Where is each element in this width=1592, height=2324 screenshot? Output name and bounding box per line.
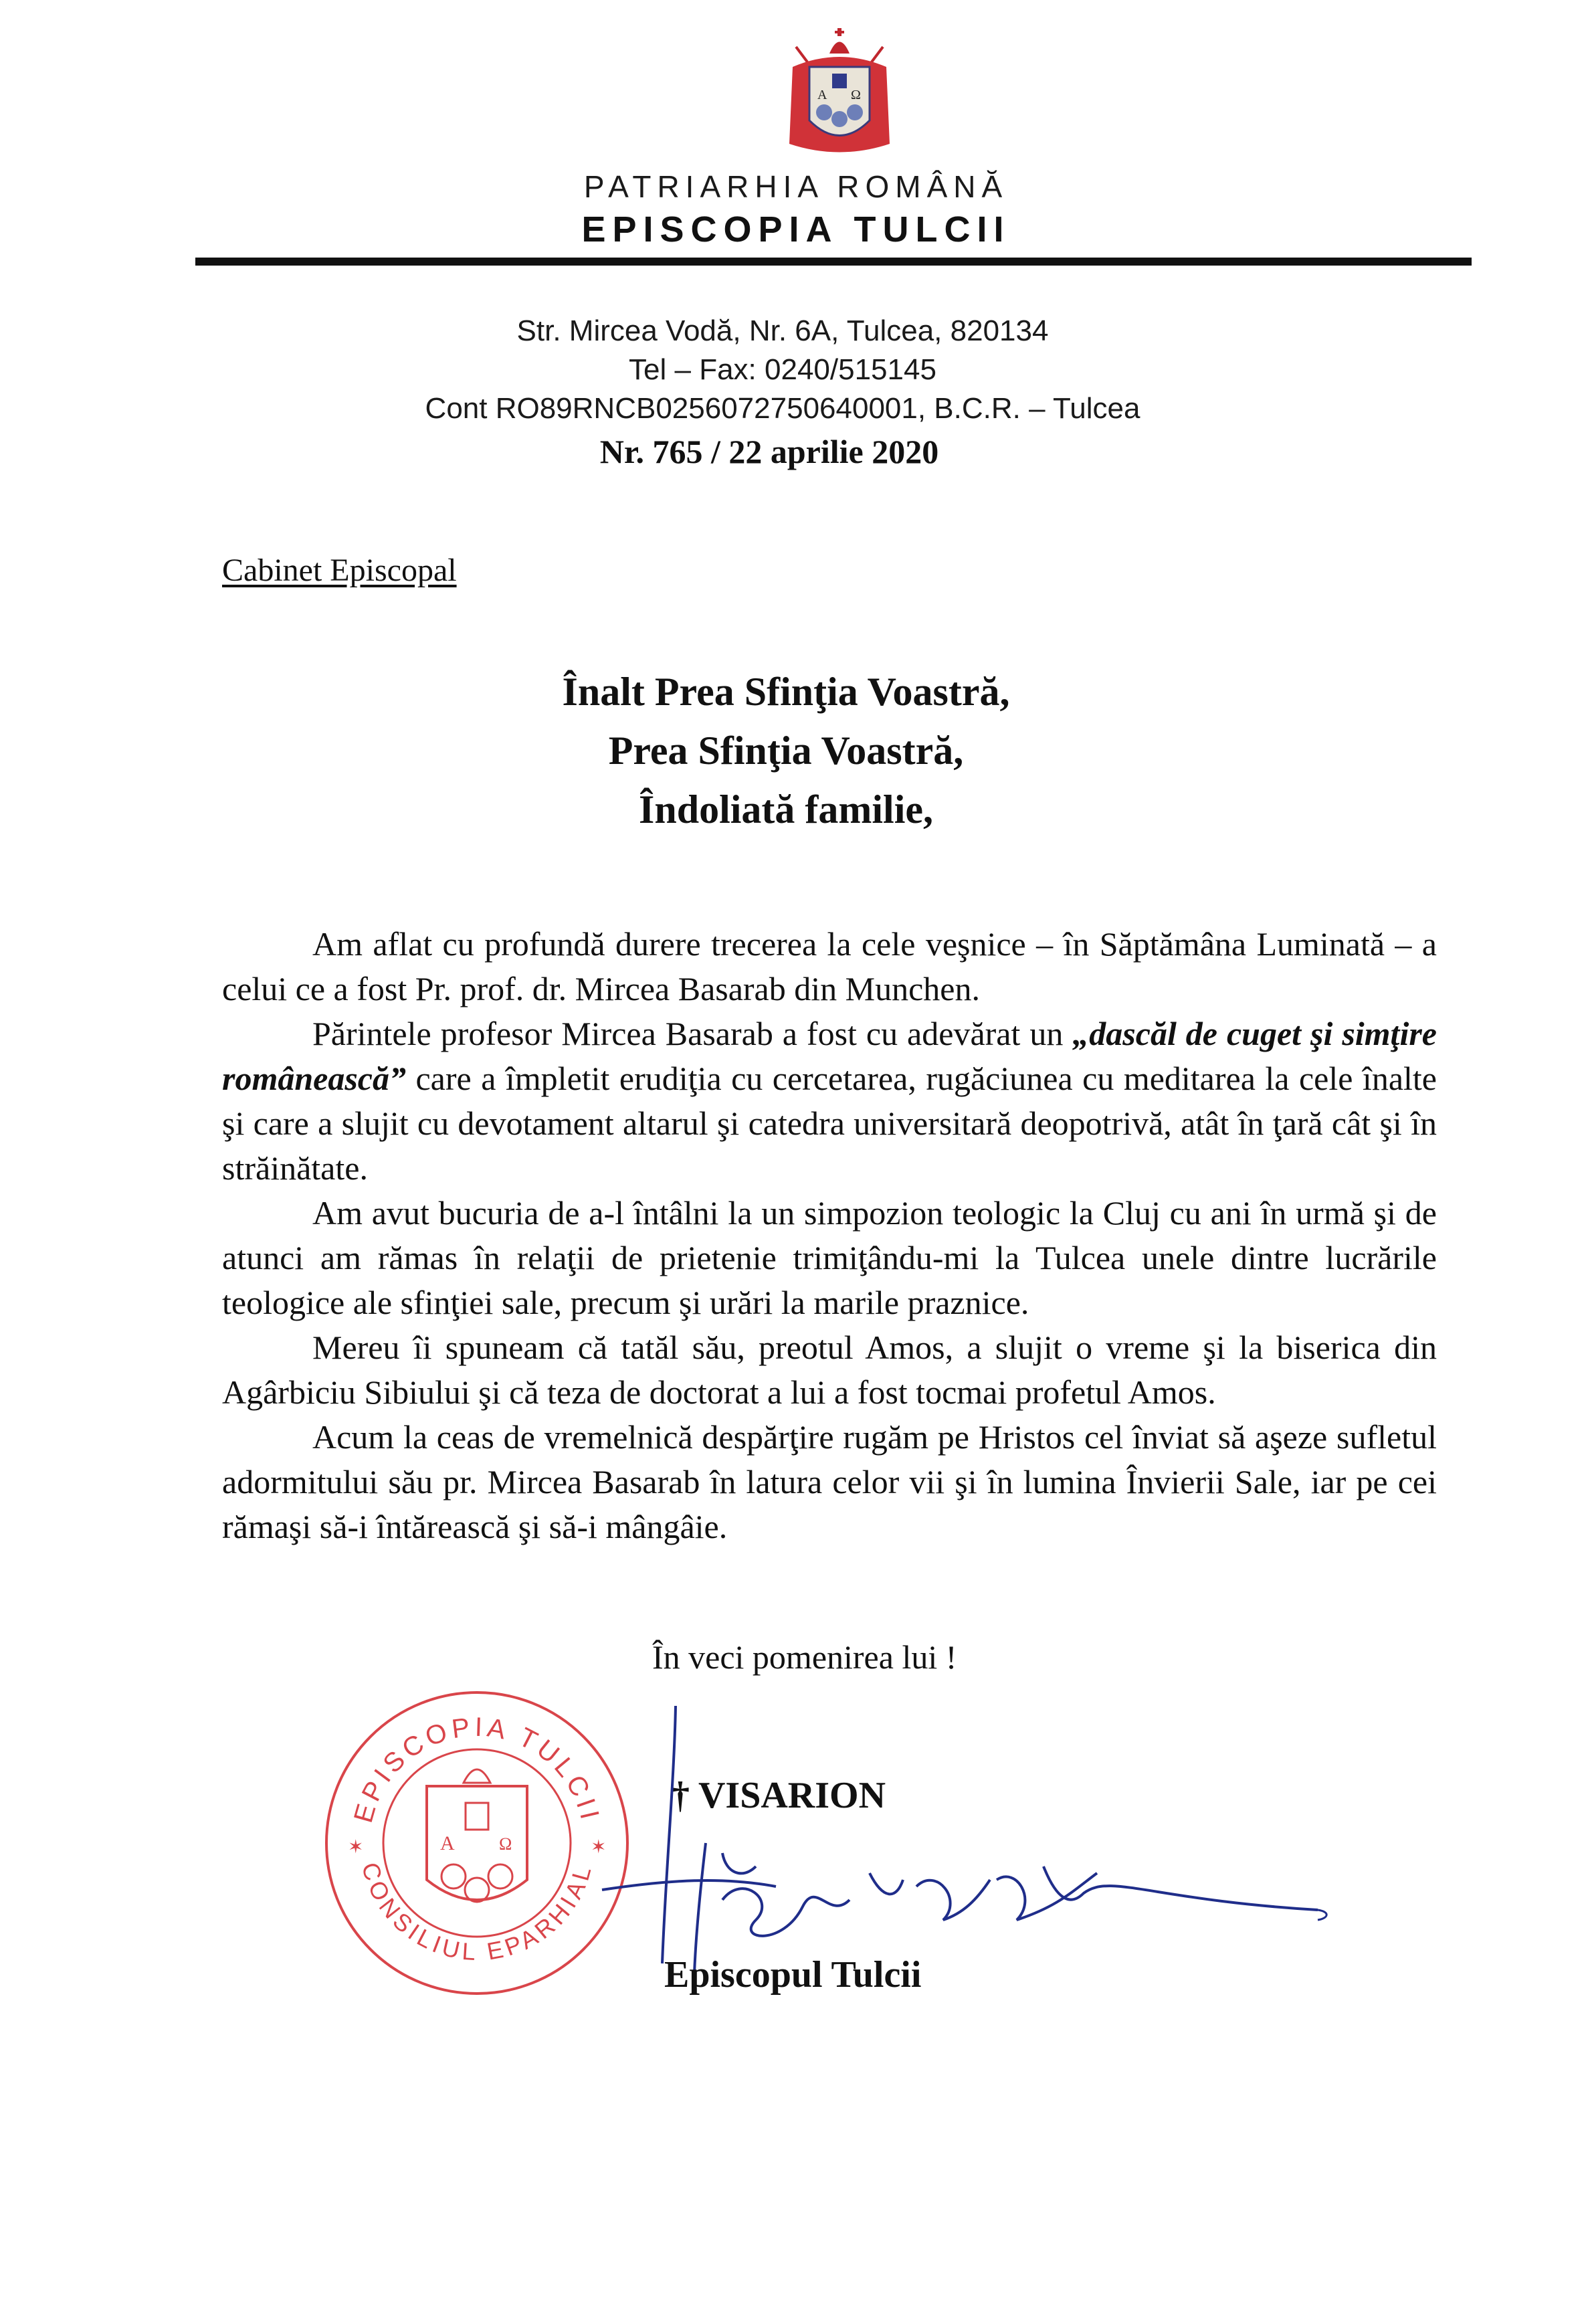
paragraph-2-end: care a împletit erudiţia cu cercetarea, rugăciunea cu meditarea la cele înalte şi care a slujit cu devotament altarul şi catedra universitară deopotrivă, atât în ţară cât şi în străinătate. <box>222 1060 1437 1187</box>
salutation-line-3: Îndoliată familie, <box>638 787 933 832</box>
registration-number: Nr. 765 / 22 aprilie 2020 <box>599 433 939 470</box>
stamp-alpha: A <box>440 1832 455 1854</box>
svg-text:✶: ✶ <box>348 1837 364 1858</box>
paragraph-1: Am aflat cu profundă durere trecerea la cele veşnice – în Săptămâna Luminată – a celui ce a fost Pr. prof. dr. Mircea Basarab din Munchen. <box>222 925 1437 1007</box>
salutation-line-2: Prea Sfinţia Voastră, <box>608 729 964 773</box>
paragraph-3: Am avut bucuria de a-l întâlni la un simpozion teologic la Cluj cu ani în urmă şi de atunci am rămas în relaţii de prietenie trimiţându-mi la Tulcea unele dintre lucrările teologice ale sfinţiei sale, precum şi urări la marile praznice. <box>222 1194 1437 1321</box>
handwritten-signature <box>589 1699 1351 1980</box>
svg-text:CONSILIUL EPARHIAL <box>357 1859 597 1965</box>
paragraph-2 <box>222 1011 1437 1191</box>
official-stamp <box>320 1686 634 2000</box>
stamp-omega: Ω <box>499 1834 512 1854</box>
emphasized-quote: „dascăl de cuget şi simţire românească” <box>222 1015 1437 1097</box>
paragraph-4: Mereu îi spuneam că tatăl său, preotul Amos, a slujit o vreme şi la biserica din Agârbiciu Sibiului şi că teza de doctorat a lui a fost tocmai profetul Amos. <box>222 1329 1437 1411</box>
signer-name: † VISARION <box>671 1775 886 1816</box>
closing-line: În veci pomenirea lui ! <box>652 1638 957 1676</box>
svg-text:Ω: Ω <box>851 88 861 102</box>
diocese-name: EPISCOPIA TULCII <box>581 209 1011 250</box>
bank-account-line: Cont RO89RNCB0256072750640001, B.C.R. – Tulcea <box>425 392 1140 425</box>
address-line: Str. Mircea Vodă, Nr. 6A, Tulcea, 820134 <box>516 314 1049 347</box>
header-divider <box>195 258 1472 266</box>
paragraph-5: Acum la ceas de vremelnică despărţire rugăm pe Hristos cel înviat să aşeze sufletul adormitului său pr. Mircea Basarab în latura celor vii şi în lumina Învierii Sale, iar pe cei rămaşi să-i întărească şi să-i mângâie. <box>222 1418 1437 1545</box>
department-label: Cabinet Episcopal <box>222 553 457 588</box>
signer-title: Episcopul Tulcii <box>664 1954 922 1996</box>
stamp-top-text: EPISCOPIA TULCII <box>348 1712 605 1826</box>
letter-body <box>222 922 1437 1549</box>
patriarchate-name: PATRIARHIA ROMÂNĂ <box>583 169 1009 204</box>
stamp-bottom-text: CONSILIUL EPARHIAL <box>356 1859 597 1966</box>
svg-text:A: A <box>817 88 827 102</box>
salutation-line-1: Înalt Prea Sfinţia Voastră, <box>562 670 1010 714</box>
svg-text:✶: ✶ <box>591 1837 607 1858</box>
paragraph-2-start: Părintele profesor Mircea Basarab a fost cu adevărat un <box>312 1015 1073 1052</box>
phone-fax-line: Tel – Fax: 0240/515145 <box>629 353 936 386</box>
diocese-crest-logo <box>776 27 903 161</box>
